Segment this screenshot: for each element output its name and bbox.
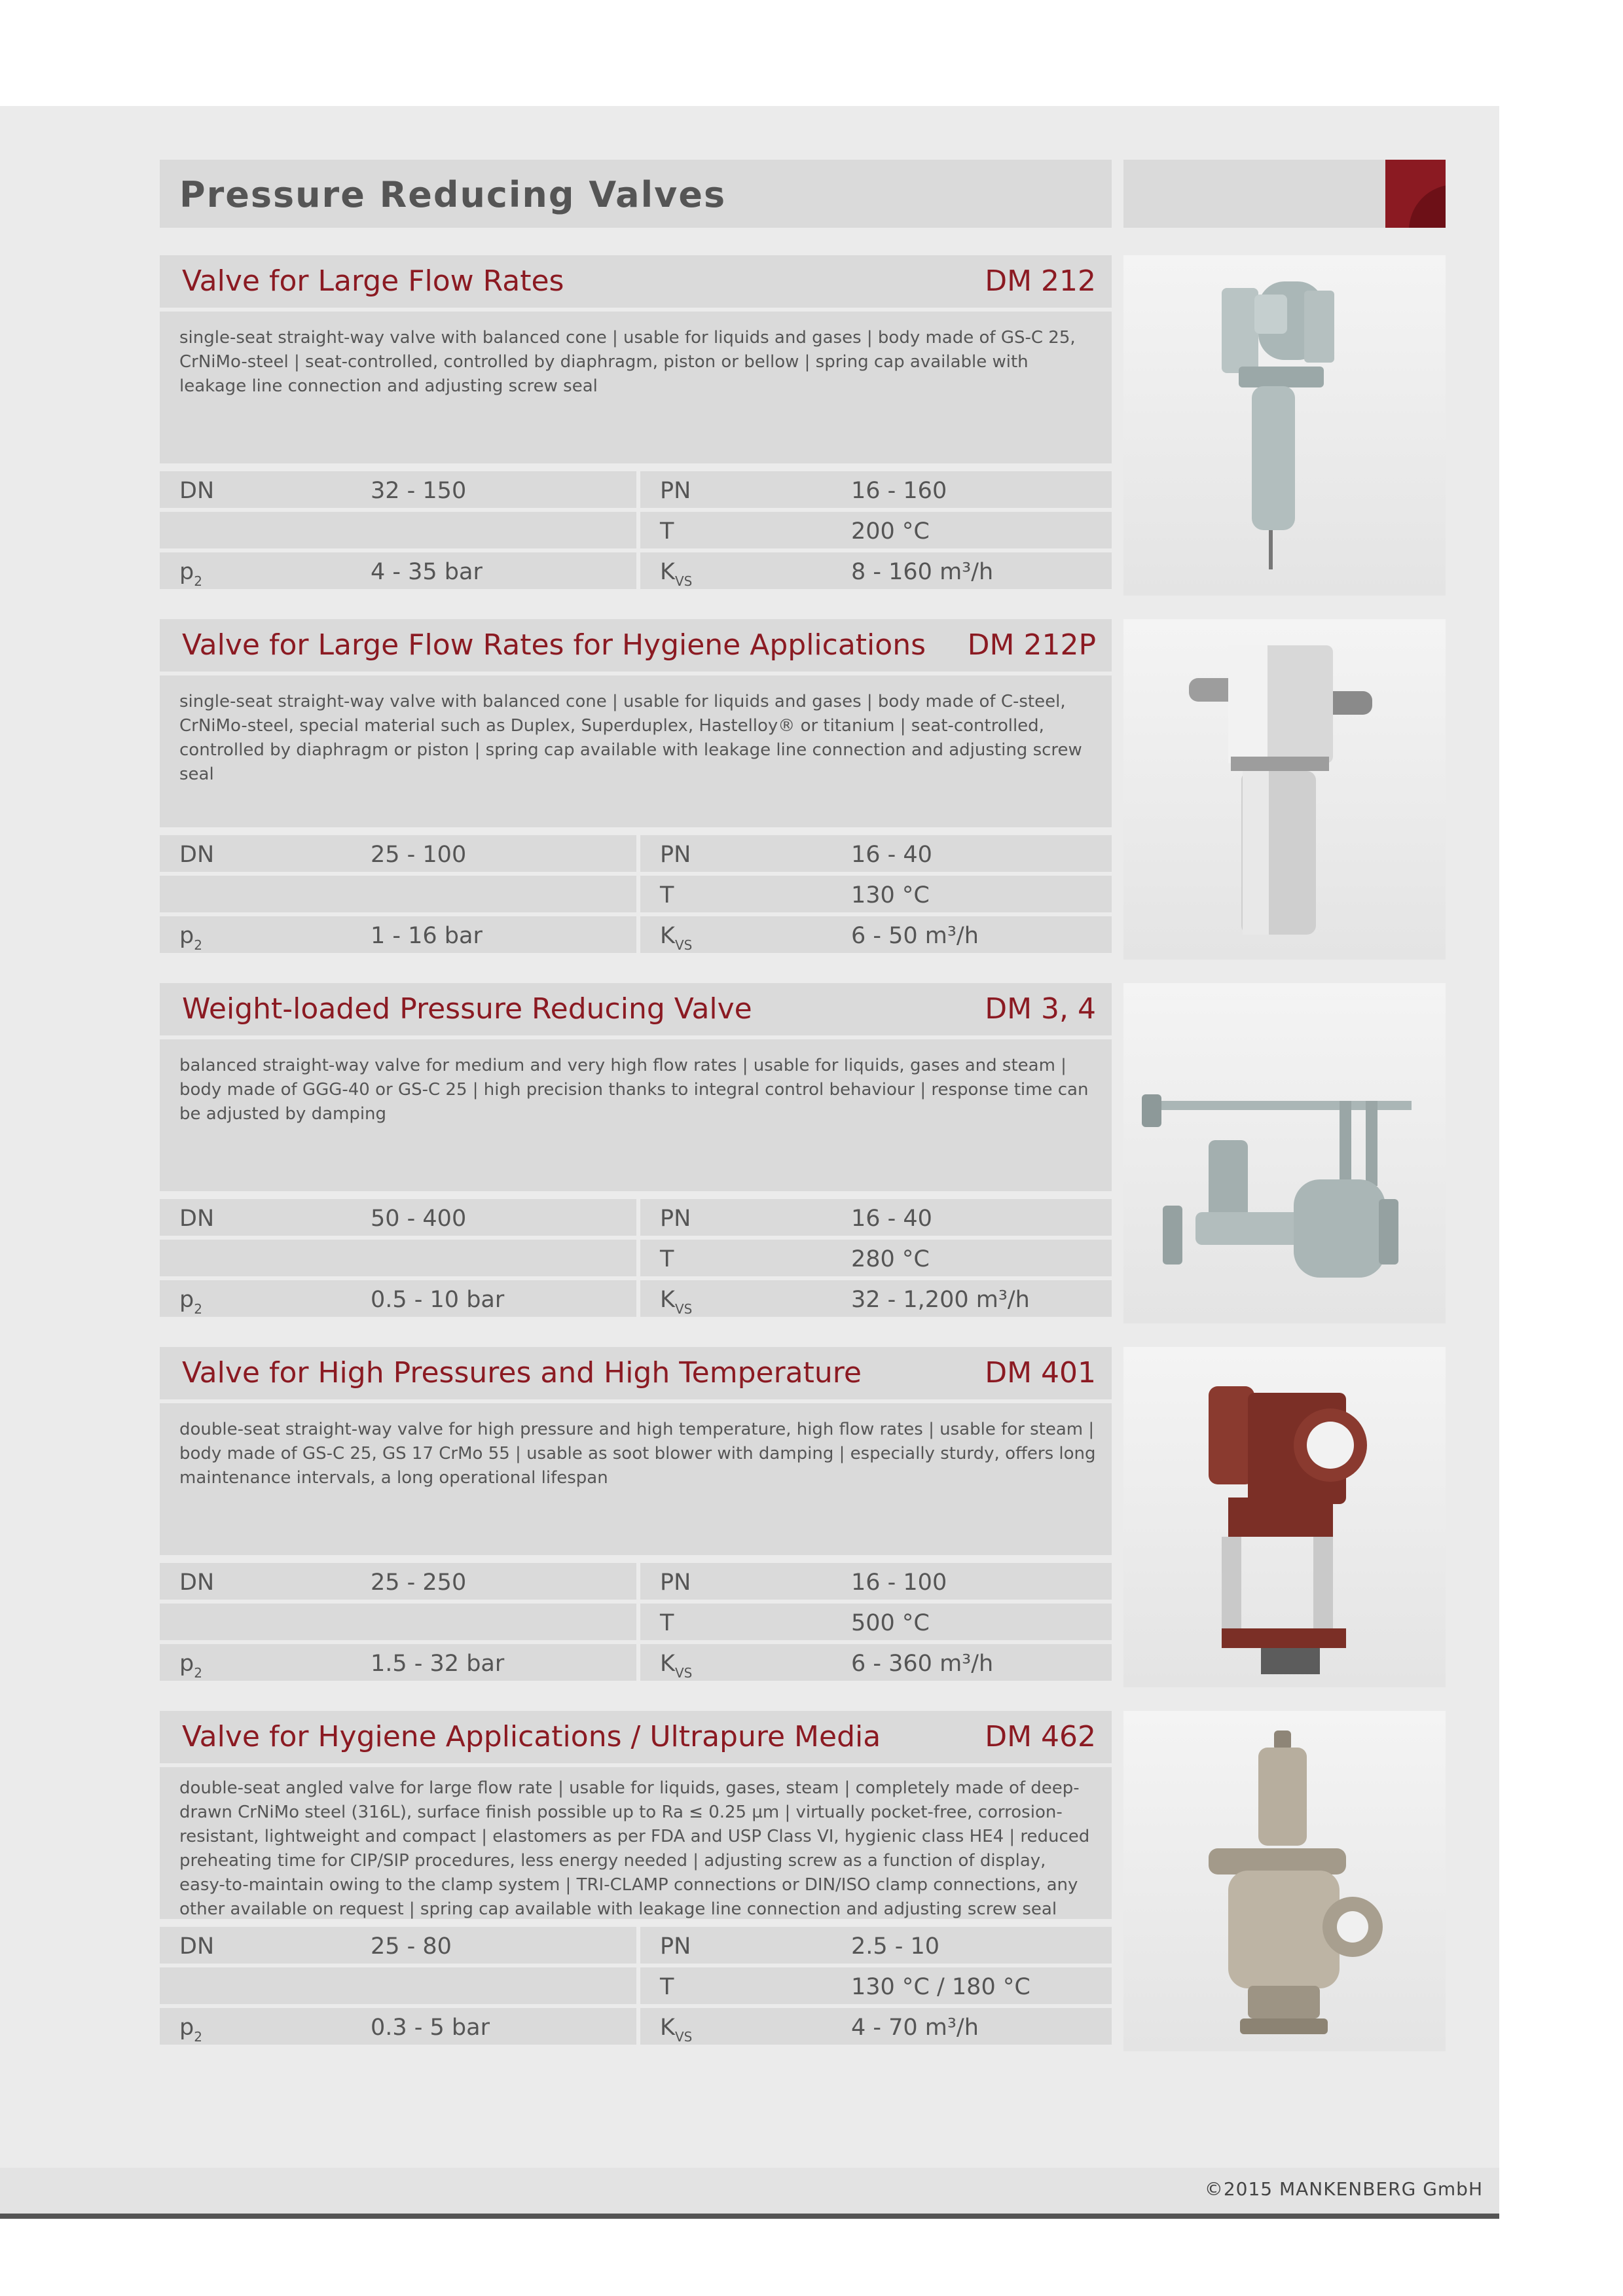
value-dn: 32 - 150 — [371, 478, 467, 504]
value-kvs: 6 - 50 m³/h — [851, 923, 979, 949]
section-title: Valve for Large Flow Rates for Hygiene Applications — [182, 628, 926, 662]
section-title: Valve for High Pressures and High Temperature — [182, 1356, 862, 1390]
section-description-box — [160, 1403, 1112, 1555]
section-title-bar — [160, 1711, 1112, 1763]
label-t: T — [660, 1246, 674, 1272]
label-dn: DN — [179, 478, 215, 504]
product-section-dm401 — [160, 1347, 1446, 1687]
value-pn: 16 - 40 — [851, 842, 932, 868]
section-description: double-seat straight-way valve for high pressure and high temperature, high flow rates | usable for steam | body made of GS-C 25, GS 17 CrMo 55 | usable as soot blower with damping | especially sturdy, offers long maintenance intervals, a long operational lifespan — [179, 1420, 1096, 1488]
value-pn: 16 - 160 — [851, 478, 947, 504]
product-image-dm401 — [1123, 1347, 1446, 1687]
spec-row — [160, 552, 1112, 589]
spec-row — [160, 512, 1112, 548]
brand-mark — [1385, 160, 1446, 228]
spec-row — [160, 1280, 1112, 1317]
value-pn: 2.5 - 10 — [851, 1933, 940, 1960]
spec-row — [160, 1240, 1112, 1276]
value-dn: 50 - 400 — [371, 1206, 467, 1232]
label-dn: DN — [179, 1933, 215, 1960]
label-kvs: $K_{VS}$ — [660, 1287, 693, 1317]
label-kvs: $K_{VS}$ — [660, 1651, 693, 1681]
value-dn: 25 - 100 — [371, 842, 467, 868]
section-description: double-seat angled valve for large flow rate | usable for liquids, gases, steam | completely made of deep-drawn CrNiMo steel (316L), surface finish possible up to Ra ≤ 0.25 µm | virtually pocket-free, corrosion-resistant, lightweight and compact | elastomers as per FDA and USP Class VI, hygienic class HE4 | reduced preheating time for CIP/SIP procedures, less energy needed | adjusting screw as a function of display, easy-to-maintain owing to the clamp system | TRI-CLAMP connections or DIN/ISO clamp connections, any other available on request | spring cap available with leakage line connection and adjusting screw seal — [179, 1778, 1090, 1919]
product-section-dm212 — [160, 255, 1446, 596]
label-dn: DN — [179, 1206, 215, 1232]
label-pn: PN — [660, 1933, 691, 1960]
label-pn: PN — [660, 478, 691, 504]
spec-row — [160, 1644, 1112, 1681]
section-description: balanced straight-way valve for medium and very high flow rates | usable for liquids, gases and steam | body made of GGG-40 or GS-C 25 | high precision thanks to integral control behaviour | response time can be adjusted by damping — [179, 1056, 1089, 1124]
label-t: T — [660, 1974, 674, 2000]
spec-row — [160, 1927, 1112, 1964]
section-description-box — [160, 1767, 1112, 1919]
label-dn: DN — [179, 1570, 215, 1596]
value-kvs: 32 - 1,200 m³/h — [851, 1287, 1030, 1313]
label-pn: PN — [660, 1206, 691, 1232]
value-t: 280 °C — [851, 1246, 930, 1272]
section-title: Weight-loaded Pressure Reducing Valve — [182, 992, 752, 1026]
product-image-dm212 — [1123, 255, 1446, 596]
label-p2: $p_2$ — [179, 1651, 202, 1681]
footer-rule — [0, 2214, 1499, 2219]
product-image-dm3-4 — [1123, 983, 1446, 1323]
value-t: 130 °C — [851, 882, 930, 908]
section-description: single-seat straight-way valve with balanced cone | usable for liquids and gases | body made of C-steel, CrNiMo-steel, special material such as Duplex, Superduplex, Hastelloy® or titanium | seat-controlled, controlled by diaphragm or piston | spring cap available with leakage line connection and adjusting screw seal — [179, 692, 1082, 784]
label-pn: PN — [660, 1570, 691, 1596]
value-p2: 4 - 35 bar — [371, 559, 483, 585]
label-kvs: $K_{VS}$ — [660, 2015, 693, 2045]
spec-row — [160, 2008, 1112, 2045]
label-t: T — [660, 518, 674, 545]
label-p2: $p_2$ — [179, 2015, 202, 2045]
spec-row — [160, 1967, 1112, 2004]
section-description-box — [160, 312, 1112, 463]
product-image-dm462 — [1123, 1711, 1446, 2051]
product-image-dm212p — [1123, 619, 1446, 960]
label-kvs: $K_{VS}$ — [660, 923, 693, 953]
label-p2: $p_2$ — [179, 1287, 202, 1317]
value-kvs: 8 - 160 m³/h — [851, 559, 994, 585]
spec-row — [160, 916, 1112, 953]
section-title: Valve for Hygiene Applications / Ultrapure Media — [182, 1720, 881, 1753]
label-p2: $p_2$ — [179, 559, 202, 589]
product-section-dm3-4 — [160, 983, 1446, 1323]
value-t: 500 °C — [851, 1610, 930, 1636]
value-pn: 16 - 40 — [851, 1206, 932, 1232]
section-title-bar — [160, 983, 1112, 1035]
product-section-dm462 — [160, 1711, 1446, 2051]
value-dn: 25 - 80 — [371, 1933, 452, 1960]
value-pn: 16 - 100 — [851, 1570, 947, 1596]
section-description: single-seat straight-way valve with balanced cone | usable for liquids and gases | body made of GS-C 25, CrNiMo-steel | seat-controlled, controlled by diaphragm, piston or bellow | spring cap available with leakage line connection and adjusting screw seal — [179, 328, 1076, 396]
spec-row — [160, 1604, 1112, 1640]
label-dn: DN — [179, 842, 215, 868]
section-model: DM 212 — [985, 264, 1096, 298]
value-p2: 0.3 - 5 bar — [371, 2015, 490, 2041]
section-model: DM 401 — [985, 1356, 1096, 1390]
section-model: DM 462 — [985, 1720, 1096, 1753]
header-bar — [160, 160, 1112, 228]
value-t: 130 °C / 180 °C — [851, 1974, 1030, 2000]
value-kvs: 4 - 70 m³/h — [851, 2015, 979, 2041]
value-p2: 1.5 - 32 bar — [371, 1651, 505, 1677]
value-t: 200 °C — [851, 518, 930, 545]
section-title-bar — [160, 255, 1112, 308]
value-p2: 1 - 16 bar — [371, 923, 483, 949]
spec-row — [160, 835, 1112, 872]
section-description-box — [160, 675, 1112, 827]
spec-row — [160, 471, 1112, 508]
section-title-bar — [160, 1347, 1112, 1399]
label-pn: PN — [660, 842, 691, 868]
value-dn: 25 - 250 — [371, 1570, 467, 1596]
section-description-box — [160, 1039, 1112, 1191]
spec-row — [160, 876, 1112, 912]
copyright: ©2015 MANKENBERG GmbH — [1204, 2178, 1483, 2200]
value-kvs: 6 - 360 m³/h — [851, 1651, 994, 1677]
product-section-dm212p — [160, 619, 1446, 960]
spec-row — [160, 1563, 1112, 1600]
section-title-bar — [160, 619, 1112, 672]
section-model: DM 3, 4 — [985, 992, 1096, 1026]
label-t: T — [660, 1610, 674, 1636]
label-p2: $p_2$ — [179, 923, 202, 953]
page-title: Pressure Reducing Valves — [179, 174, 727, 215]
spec-row — [160, 1199, 1112, 1236]
section-title: Valve for Large Flow Rates — [182, 264, 564, 298]
value-p2: 0.5 - 10 bar — [371, 1287, 505, 1313]
label-kvs: $K_{VS}$ — [660, 559, 693, 589]
section-model: DM 212P — [967, 628, 1096, 662]
label-t: T — [660, 882, 674, 908]
